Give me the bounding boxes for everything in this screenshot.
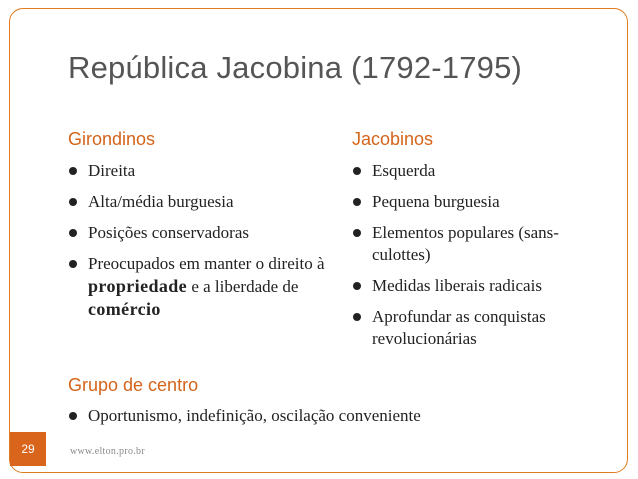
jacobinos-list	[352, 160, 608, 350]
bullet-icon	[353, 229, 361, 237]
girondinos-column	[68, 128, 338, 330]
page-number-badge	[10, 432, 46, 466]
list-item-text: Elementos populares (sans-culottes)	[372, 223, 559, 264]
list-item-text: Aprofundar as conquistas revolucionárias	[372, 307, 546, 348]
footer-url: www.elton.pro.br	[70, 446, 145, 457]
centro-section	[68, 374, 608, 436]
bullet-icon	[69, 412, 77, 420]
list-item	[352, 222, 608, 266]
slide-title: República Jacobina (1792-1795)	[68, 50, 523, 85]
list-item	[352, 306, 608, 350]
list-item-text: Preocupados em manter o direito à	[88, 254, 325, 273]
list-item	[352, 275, 608, 297]
list-item-text: Alta/média burguesia	[88, 192, 234, 211]
list-item-text: Direita	[88, 161, 136, 180]
centro-heading: Grupo de centro	[68, 375, 199, 395]
bullet-icon	[353, 313, 361, 321]
list-item	[68, 222, 338, 244]
list-item	[68, 191, 338, 213]
bullet-icon	[353, 282, 361, 290]
list-item	[352, 191, 608, 213]
bullet-icon	[353, 198, 361, 206]
list-item-text: Esquerda	[372, 161, 436, 180]
list-item-text: Oportunismo, indefinição, oscilação conveniente	[88, 406, 421, 425]
jacobinos-column	[352, 128, 608, 359]
bullet-icon	[353, 167, 361, 175]
emphasis-propriedade: propriedade	[88, 276, 188, 296]
girondinos-list	[68, 160, 338, 321]
list-item-text: Medidas liberais radicais	[372, 276, 542, 295]
page-number: 29	[21, 442, 35, 456]
list-item-text: e a liberdade de	[187, 277, 299, 296]
bullet-icon	[69, 260, 77, 268]
bullet-icon	[69, 198, 77, 206]
bullet-icon	[69, 229, 77, 237]
list-item-text: Posições conservadoras	[88, 223, 249, 242]
bullet-icon	[69, 167, 77, 175]
jacobinos-heading: Jacobinos	[352, 129, 434, 149]
list-item-text: Pequena burguesia	[372, 192, 500, 211]
list-item	[352, 160, 608, 182]
centro-list	[68, 405, 608, 427]
list-item	[68, 253, 338, 321]
list-item	[68, 160, 338, 182]
list-item	[68, 405, 608, 427]
girondinos-heading: Girondinos	[68, 129, 156, 149]
emphasis-comercio: comércio	[88, 299, 161, 319]
